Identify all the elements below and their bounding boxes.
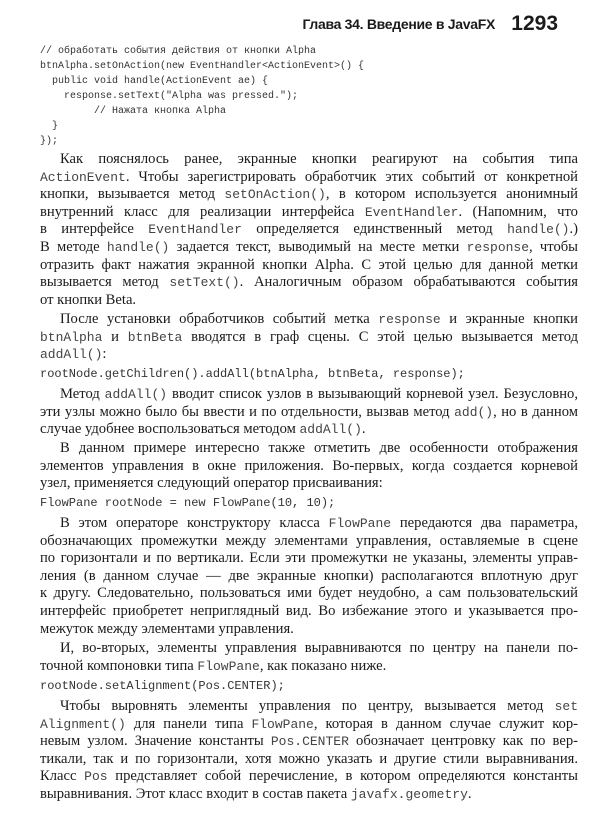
code-line: // Нажата кнопка Alpha	[40, 106, 227, 117]
text-run: интерфейс приобретет неприглядный вид. Во избежание этого и указывается про-	[40, 602, 578, 619]
text-run: кнопки, вызывается метод	[40, 186, 225, 203]
text-run: , которая в данном случае служит кор-	[313, 715, 578, 732]
text-run: межуток между элементами управления.	[40, 620, 294, 637]
running-header	[302, 12, 570, 36]
inline-code: FlowPane	[328, 516, 392, 531]
inline-code: FlowPane	[197, 658, 260, 674]
text-line	[40, 658, 578, 676]
text-run: отразить факт нажатия экранной кнопки Alpha. С этой целью для данной метки	[40, 256, 578, 273]
text-line	[40, 440, 578, 458]
inline-code: EventHandler	[148, 222, 242, 238]
page-number: 1293	[511, 12, 558, 35]
text-line	[40, 550, 578, 568]
text-run: вводит список узлов в вызывающий корневой узел. Безусловно,	[167, 386, 578, 402]
text-line	[40, 621, 578, 639]
text-run: , чтобы	[529, 238, 578, 255]
text-line	[40, 292, 578, 310]
text-run: вводятся в граф сцены. С этой целью вызывается метод	[182, 328, 578, 345]
text-run: Как пояснялось ранее, экранные кнопки реагируют на события типа	[60, 151, 578, 167]
text-line	[40, 329, 578, 347]
inline-code: set	[554, 699, 578, 714]
text-line	[40, 568, 578, 586]
text-run: И, во-вторых, элементы управления выравниваются по центру на панели по-	[60, 640, 578, 656]
inline-code: add()	[454, 404, 494, 420]
inline-code: btnBeta	[127, 329, 183, 345]
text-run: эти узлы можно было бы ввести и по отдельности, вызвав метод	[40, 403, 455, 420]
inline-code: handle()	[106, 239, 170, 255]
code-listing	[40, 44, 578, 149]
text-line	[40, 221, 578, 239]
code-line: public void handle(ActionEvent ae) {	[40, 76, 269, 87]
text-run: .	[361, 421, 366, 438]
text-run: к другу. Следовательно, пользоваться ими будет неудобно, а сам пользовательский	[40, 585, 578, 602]
text-line	[40, 515, 578, 533]
text-run: невым узлом. Значение константы	[40, 733, 271, 750]
text-run: В данном примере интересно также отметить две особенности отображения	[60, 440, 578, 456]
paragraph	[40, 515, 578, 638]
text-line	[40, 786, 578, 804]
text-line	[40, 768, 578, 786]
text-line	[40, 458, 578, 476]
text-line	[40, 204, 578, 222]
text-run: , но в данном	[493, 403, 578, 420]
inline-code: FlowPane	[251, 716, 314, 732]
paragraph	[40, 640, 578, 675]
text-run: , как показано ниже.	[259, 657, 387, 674]
text-run: передаются два параметра,	[391, 515, 578, 531]
text-run: выравнивания. Этот класс входит в состав пакета	[40, 785, 351, 802]
paragraph	[40, 698, 578, 804]
text-run: ления (в данном случае — две экранные кнопки) располагаются вплотную друг	[40, 567, 578, 584]
text-run: . Чтобы зарегистрировать обработчик этих событий от конкретной	[125, 168, 578, 185]
inline-code: setText()	[169, 275, 240, 291]
text-run: тикали, так и по горизонтали, хотя можно указать и другие стили выравнивания.	[40, 750, 578, 767]
text-run: элементов управления в окне приложения. Во-первых, когда создается корневой	[40, 457, 578, 474]
inline-code: response	[466, 239, 530, 255]
text-run: представляет собой перечисление, в котором определяются константы	[107, 768, 578, 785]
text-line	[40, 257, 578, 275]
text-line	[40, 716, 578, 734]
code-line: });	[40, 136, 59, 147]
inline-code: javafx.geometry	[350, 786, 468, 802]
text-run: . Аналогичным образом обрабатываются события	[239, 274, 578, 291]
code-line: rootNode.getChildren().addAll(btnAlpha, btnBeta, response);	[40, 367, 465, 381]
text-run: .)	[569, 221, 578, 238]
text-line	[40, 404, 578, 422]
text-line	[40, 698, 578, 716]
text-line	[40, 311, 578, 329]
code-line: btnAlpha.setOnAction(new EventHandler<ActionEvent>() {	[40, 61, 365, 72]
chapter-title: Глава 34. Введение в JavaFX	[302, 16, 495, 32]
inline-code: addAll()	[40, 347, 103, 363]
text-line	[40, 386, 578, 404]
text-line	[40, 533, 578, 551]
text-run: , в котором используется анонимный	[325, 186, 578, 203]
text-run: задается текст, выводимый на месте метки	[169, 238, 467, 255]
text-line	[40, 733, 578, 751]
text-run: от кнопки Beta.	[40, 291, 137, 308]
code-line: FlowPane rootNode = new FlowPane(10, 10);	[40, 496, 336, 510]
paragraph	[40, 311, 578, 364]
text-line	[40, 274, 578, 292]
code-listing	[40, 679, 578, 694]
text-run: .	[467, 785, 472, 802]
text-line	[40, 603, 578, 621]
text-run: внутренний класс для реализации интерфейса	[40, 203, 365, 220]
inline-code: btnAlpha	[40, 329, 103, 345]
code-listing	[40, 496, 578, 511]
text-run: Класс	[40, 768, 85, 785]
text-run: для панели типа	[125, 715, 252, 732]
text-run: и	[102, 328, 128, 345]
text-run: После установки обработчиков событий метка	[60, 311, 379, 327]
paragraph	[40, 440, 578, 493]
inline-code: ActionEvent	[40, 169, 126, 185]
text-run: Метод	[60, 386, 105, 402]
text-run: В методе	[40, 238, 107, 255]
inline-code: EventHandler	[364, 204, 459, 220]
text-run: узел, применяется следующий оператор присваивания:	[40, 475, 383, 492]
text-run: вызывается метод	[40, 274, 170, 291]
text-run: определяется единственный метод	[241, 221, 508, 238]
text-line	[40, 346, 578, 364]
text-line	[40, 239, 578, 257]
inline-code: addAll()	[299, 422, 362, 438]
inline-code: response	[378, 312, 441, 327]
text-line	[40, 186, 578, 204]
code-line: }	[40, 121, 59, 132]
code-line: response.setText("Alpha was pressed.");	[40, 91, 299, 102]
inline-code: Pos.CENTER	[270, 734, 349, 750]
inline-code: Alignment()	[40, 716, 126, 732]
code-listing	[40, 367, 578, 382]
text-run: и экранные кнопки	[440, 311, 578, 327]
text-run: В этом операторе конструктору класса	[60, 515, 329, 531]
text-run: обозначающих промежутки между элементами управления, оставляемые в сцене	[40, 532, 578, 549]
text-line	[40, 421, 578, 439]
text-run: . (Напомним, что	[458, 203, 578, 220]
text-run: обозначает центровку как по вер-	[348, 733, 578, 750]
inline-code: Pos	[84, 769, 108, 785]
text-line	[40, 585, 578, 603]
inline-code: handle()	[507, 222, 570, 238]
text-line	[40, 475, 578, 493]
text-run: по горизонтали и по вертикали. Если эти промежутки не указаны, элементы управ-	[40, 550, 578, 567]
text-line	[40, 169, 578, 187]
text-run: :	[102, 346, 107, 363]
code-line: // обработать события действия от кнопки Alpha	[40, 46, 317, 57]
text-line	[40, 151, 578, 169]
text-run: случае удобнее воспользоваться методом	[40, 421, 300, 438]
text-line	[40, 751, 578, 769]
text-run: в интерфейсе	[40, 221, 149, 238]
paragraph	[40, 151, 578, 309]
inline-code: addAll()	[104, 387, 168, 402]
paragraph	[40, 386, 578, 439]
text-line	[40, 640, 578, 658]
inline-code: setOnAction()	[224, 187, 326, 203]
code-line: rootNode.setAlignment(Pos.CENTER);	[40, 679, 285, 693]
text-run: точной компоновки типа	[40, 657, 198, 674]
text-run: Чтобы выровнять элементы управления по центру, вызывается метод	[60, 698, 555, 714]
